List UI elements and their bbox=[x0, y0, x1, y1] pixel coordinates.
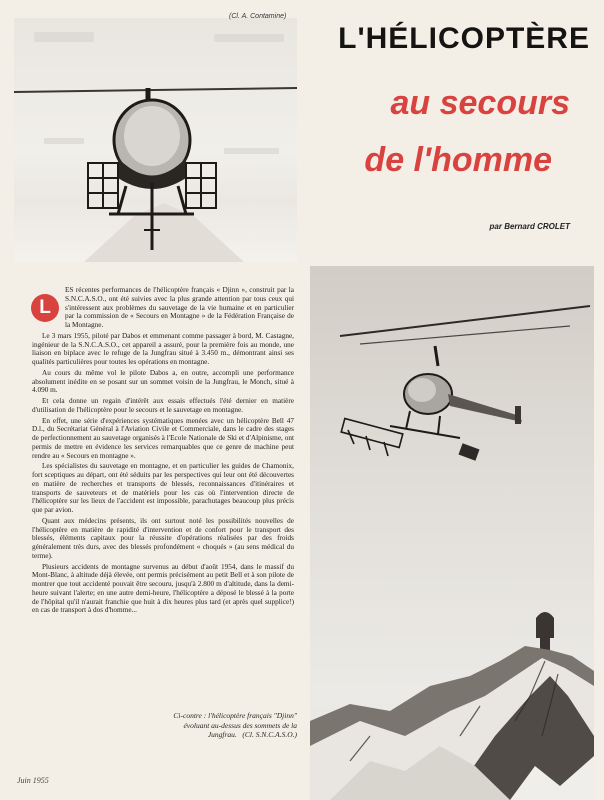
photo-credit: (Cl. A. Contamine) bbox=[229, 13, 287, 20]
paragraph: Les spécialistes du sauvetage en montagne, et en particulier les guides de Chamonix, fort sceptiques au départ, ont été séduits par les perspectives qui leur ont été découvertes en matière de recherches et transports de blessés, reconnaissances d'itinéraires et transports de sauveteurs et de matériels pour les cas où l'intervention directe de l'hélicoptère sur les lieux de l'accident est impossible, parachutages beaucoup plus précis que par avion. bbox=[32, 462, 294, 514]
paragraph: Au cours du même vol le pilote Dabos a, en outre, accompli une performance absolument inédite en se posant sur un sommet voisin de la Jungfrau, le Monch, situé à 4.090 m. bbox=[32, 368, 294, 395]
caption-credit: (Cl. S.N.C.A.S.O.) bbox=[242, 730, 297, 739]
paragraph: En effet, une série d'expériences systématiques menées avec un hélicoptère Bell 47 D.l., du Secrétariat Général à l'Aviation Civile et Commerciale, dans le cadre des stages de perfectionnement au sauvetage organisés à l'Ecole Nationale de Ski et d'Alpinisme, ont permis de mettre en évidence les services remarquables que ce genre de machine peut rendre au « Secours en montagne ». bbox=[32, 416, 294, 460]
helicopter-front-illustration bbox=[14, 18, 297, 262]
caption-line: Ci-contre : l'hélicoptère français "Djinn" bbox=[173, 711, 297, 720]
caption-line: Jungfrau. (Cl. S.N.C.A.S.O.) bbox=[207, 730, 297, 739]
djinn-helicopter-illustration bbox=[310, 266, 594, 800]
article-body bbox=[32, 286, 294, 617]
title-line-1: L'HÉLICOPTÈRE bbox=[338, 22, 590, 55]
photo-caption bbox=[119, 711, 297, 740]
paragraph: Le 3 mars 1955, piloté par Dabos et emmenant comme passager à bord, M. Castagne, ingénieur de la S.N.C.A.S.O., cet appareil a assuré, pour la première fois au monde, une liaison en biplace avec le refuge de la Jungfrau situé à 3.450 m., démontrant ainsi ses qualités particulières pour toutes les opérations en montagne. bbox=[32, 331, 294, 366]
title-line-2: au secours bbox=[390, 84, 570, 122]
drop-cap: L bbox=[31, 294, 59, 322]
title-line-3: de l'homme bbox=[364, 141, 552, 179]
page-folio: Juin 1955 bbox=[17, 776, 49, 785]
caption-line: évoluant au-dessus des sommets de la bbox=[183, 720, 297, 730]
paragraph: L ES récentes performances de l'hélicoptère français « Djinn », construit par la S.N.C.A.S.O., ont été suivies avec la plus grande attention par tous ceux qui s'intéressent aux problèmes du sauvetage de la vie humaine et en particulier par la commission de « Secours en Montagne » de la Fédération Française de la Montagne. bbox=[32, 286, 294, 330]
paragraph: Et cela donne un regain d'intérêt aux essais effectués l'été dernier en matière d'utilisation de l'hélicoptère pour le secours et le sauvetage en montagne. bbox=[32, 397, 294, 414]
helicopter-front-photo bbox=[14, 18, 297, 262]
djinn-helicopter-photo bbox=[310, 266, 594, 800]
paragraph: Plusieurs accidents de montagne survenus au début d'août 1954, dans le massif du Mont-Blanc, à altitude déjà élevée, ont permis précisément au petit Bell et à son pilote de montrer que tout accidenté pouvait être secouru, jusqu'à 2.800 m d'altitude, dans la demi-heure suivant l'alerte; en une autre demi-heure, l'hélicoptère a déposé le blessé à la porte de l'hôpital qu'il n'aurait franchie que huit à dix heures plus tard (et après quel supplice!) en cas de transport à dos d'homme... bbox=[32, 562, 294, 615]
author-byline: par Bernard CROLET bbox=[489, 222, 570, 231]
paragraph: Quant aux médecins présents, ils ont surtout noté les possibilités nouvelles de l'hélicoptère en matière de rapidité d'intervention et de confort pour le transport des blessés, éléments capitaux pour la réussite d'opérations réalisées par des froids généralement très durs, avec des blessés profondément « choqués » (au sens médical du terme). bbox=[32, 516, 294, 560]
